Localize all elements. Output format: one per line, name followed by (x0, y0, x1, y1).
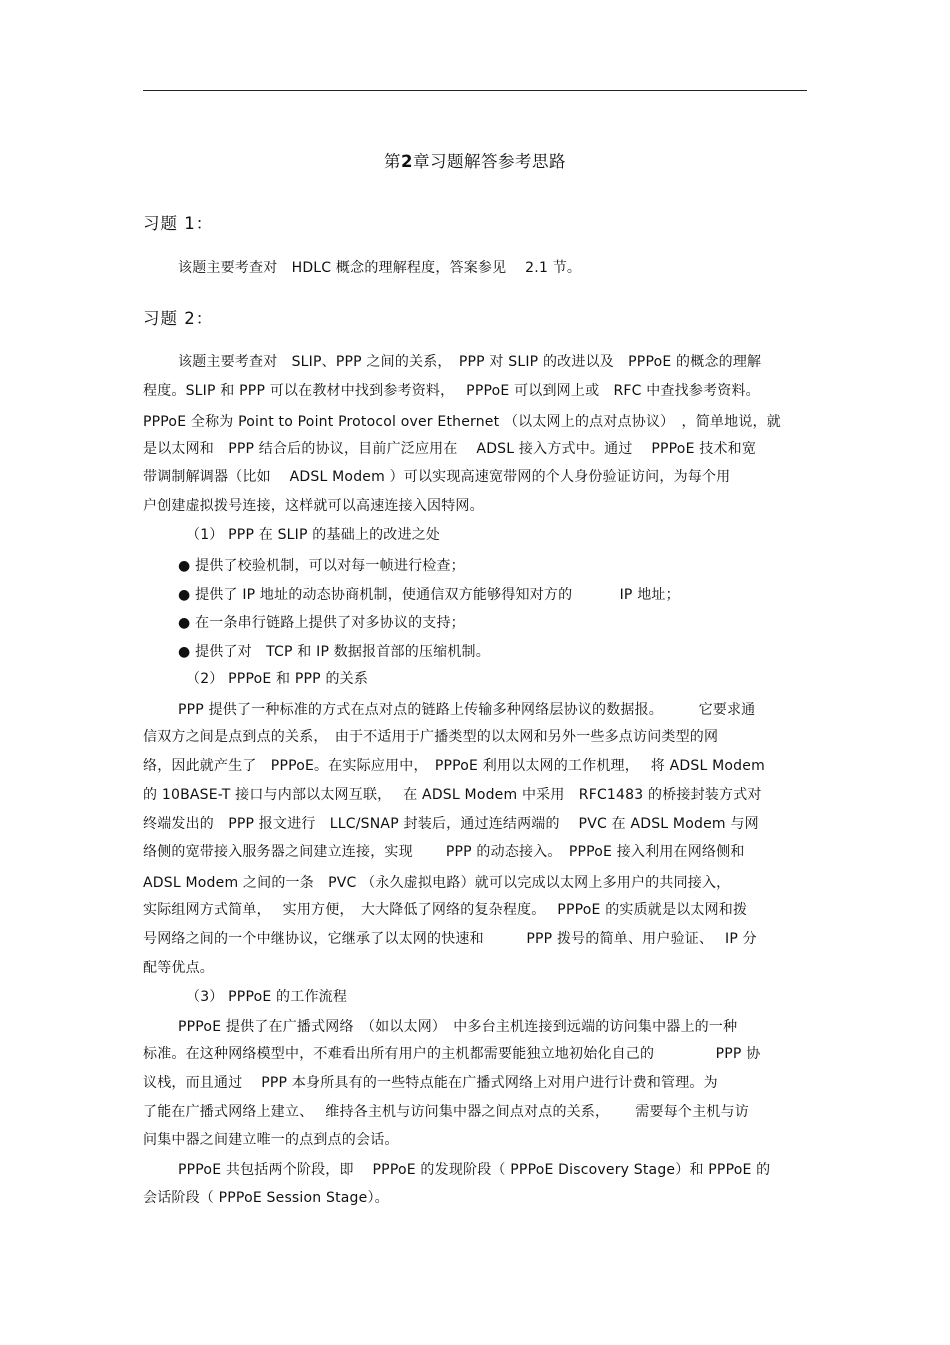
paragraph-line: 标准。在这种网络模型中，不难看出所有用户的主机都需要能独立地初始化自己的 PPP 协 (143, 1046, 761, 1062)
paragraph-line: PPPoE 共包括两个阶段，即 PPPoE 的发现阶段（ PPPoE Discovery Stage）和 PPPoE 的 (178, 1162, 771, 1178)
bullet-item: ● 提供了 IP 地址的动态协商机制，使通信双方能够得知对方的 IP 地址； (178, 587, 680, 603)
paragraph-line: 络侧的宽带接入服务器之间建立连接，实现 PPP 的动态接入。 PPPoE 接入利用在网络侧和 (143, 844, 745, 860)
bullet-item: ● 在一条串行链路上提供了对多协议的支持； (178, 615, 465, 631)
section-heading-2: （2） PPPoE 和 PPP 的关系 (186, 671, 369, 687)
paragraph-line: 会话阶段（ PPPoE Session Stage）。 (143, 1190, 389, 1206)
paragraph-line: 带调制解调器（比如 ADSL Modem ）可以实现高速宽带网的个人身份验证访问，为每个用 (143, 469, 731, 485)
bullet-item: ● 提供了校验机制，可以对每一帧进行检查； (178, 558, 465, 574)
paragraph-line: PPP 提供了一种标准的方式在点对点的链路上传输多种网络层协议的数据报。 它要求通 (178, 702, 756, 718)
paragraph-line: 议栈，而且通过 PPP 本身所具有的一些特点能在广播式网络上对用户进行计费和管理。为 (143, 1075, 718, 1091)
section-heading-3: （3） PPPoE 的工作流程 (186, 989, 348, 1005)
chapter-title (0, 148, 950, 172)
exercise-2-heading: 习题 2： (143, 309, 214, 328)
exercise-1-text: 该题主要考查对 HDLC 概念的理解程度，答案参见 2.1 节。 (178, 260, 582, 276)
title-number: 2 (401, 152, 413, 171)
paragraph-line: 实际组网方式简单， 实用方便， 大大降低了网络的复杂程度。 PPPoE 的实质就是以太网和拨 (143, 902, 748, 918)
paragraph-line: PPPoE 提供了在广播式网络 （如以太网） 中多台主机连接到远端的访问集中器上的一种 (178, 1019, 738, 1035)
paragraph-line: 程度。SLIP 和 PPP 可以在教材中找到参考资料， PPPoE 可以到网上或 RFC 中查找参考资料。 (143, 383, 760, 399)
exercise-1-heading: 习题 1： (143, 214, 214, 233)
header-rule (143, 90, 807, 91)
section-heading-1: （1） PPP 在 SLIP 的基础上的改进之处 (186, 527, 441, 543)
title-suffix: 章习题解答参考思路 (412, 152, 566, 171)
bullet-item: ● 提供了对 TCP 和 IP 数据报首部的压缩机制。 (178, 644, 490, 660)
paragraph-line: 是以太网和 PPP 结合后的协议，目前广泛应用在 ADSL 接入方式中。通过 PPPoE 技术和宽 (143, 441, 757, 457)
paragraph-line: PPPoE 全称为 Point to Point Protocol over Ethernet （以太网上的点对点协议） ，简单地说，就 (143, 414, 781, 430)
paragraph-line: 信双方之间是点到点的关系， 由于不适用于广播类型的以太网和另外一些多点访问类型的网 (143, 729, 719, 745)
paragraph-line: 的 10BASE-T 接口与内部以太网互联， 在 ADSL Modem 中采用 RFC1483 的桥接封装方式对 (143, 787, 762, 803)
paragraph-line: ADSL Modem 之间的一条 PVC （永久虚拟电路）就可以完成以太网上多用户的共同接入， (143, 875, 731, 891)
paragraph-line: 了能在广播式网络上建立、 维持各主机与访问集中器之间点对点的关系， 需要每个主机与访 (143, 1104, 749, 1120)
paragraph-line: 问集中器之间建立唯一的点到点的会话。 (143, 1132, 399, 1148)
paragraph-line: 配等优点。 (143, 960, 214, 976)
paragraph-line: 终端发出的 PPP 报文进行 LLC/SNAP 封装后，通过连结两端的 PVC 在 ADSL Modem 与网 (143, 816, 759, 832)
paragraph-line: 络，因此就产生了 PPPoE。在实际应用中， PPPoE 利用以太网的工作机理， 将 ADSL Modem (143, 758, 765, 774)
title-prefix: 第 (384, 152, 401, 171)
paragraph-line: 户创建虚拟拨号连接，这样就可以高速连接入因特网。 (143, 498, 484, 514)
paragraph-line: 号网络之间的一个中继协议，它继承了以太网的快速和 PPP 拨号的简单、用户验证、 IP 分 (143, 931, 757, 947)
paragraph-line: 该题主要考查对 SLIP、PPP 之间的关系， PPP 对 SLIP 的改进以及 PPPoE 的概念的理解 (178, 354, 762, 370)
